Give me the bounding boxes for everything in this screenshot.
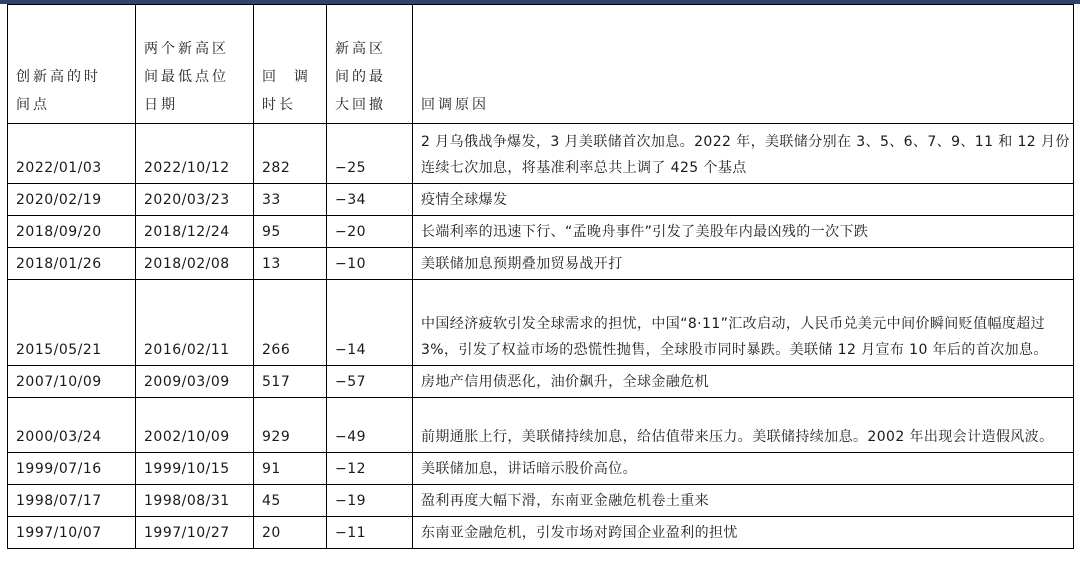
table-row [8, 398, 1074, 453]
cell-drawdown: −25 [327, 124, 413, 184]
cell-high-date: 1999/07/16 [8, 453, 136, 485]
cell-duration: 266 [254, 280, 327, 366]
cell-drawdown: −49 [327, 398, 413, 453]
cell-high-date: 2015/05/21 [8, 280, 136, 366]
header-low-date: 两个新高区 间最低点位 日期 [136, 5, 254, 124]
table-row [8, 124, 1074, 184]
cell-drawdown: −57 [327, 366, 413, 398]
cell-duration: 929 [254, 398, 327, 453]
cell-high-date: 2018/09/20 [8, 216, 136, 248]
table-row [8, 485, 1074, 517]
cell-high-date: 2020/02/19 [8, 184, 136, 216]
header-reason: 回调原因 [413, 5, 1074, 124]
cell-reason: 美联储加息，讲话暗示股价高位。 [413, 453, 1074, 485]
cell-low-date: 2020/03/23 [136, 184, 254, 216]
cell-high-date: 2018/01/26 [8, 248, 136, 280]
cell-low-date: 1997/10/27 [136, 517, 254, 549]
header-drawdown: 新高区 间的最 大回撤 [327, 5, 413, 124]
cell-duration: 20 [254, 517, 327, 549]
table-row [8, 517, 1074, 549]
table-row [8, 366, 1074, 398]
cell-high-date: 2000/03/24 [8, 398, 136, 453]
table-row [8, 453, 1074, 485]
cell-duration: 95 [254, 216, 327, 248]
cell-duration: 517 [254, 366, 327, 398]
cell-drawdown: −10 [327, 248, 413, 280]
cell-reason: 盈利再度大幅下滑，东南亚金融危机卷土重来 [413, 485, 1074, 517]
drawdown-table [7, 4, 1074, 549]
cell-reason: 疫情全球爆发 [413, 184, 1074, 216]
cell-drawdown: −12 [327, 453, 413, 485]
cell-low-date: 2009/03/09 [136, 366, 254, 398]
cell-low-date: 2002/10/09 [136, 398, 254, 453]
cell-low-date: 1998/08/31 [136, 485, 254, 517]
header-high-date: 创新高的时 间点 [8, 5, 136, 124]
cell-duration: 91 [254, 453, 327, 485]
cell-drawdown: −19 [327, 485, 413, 517]
table-row [8, 216, 1074, 248]
cell-reason: 房地产信用债恶化，油价飙升，全球金融危机 [413, 366, 1074, 398]
table-row [8, 184, 1074, 216]
cell-duration: 33 [254, 184, 327, 216]
cell-low-date: 1999/10/15 [136, 453, 254, 485]
cell-drawdown: −11 [327, 517, 413, 549]
cell-reason: 前期通胀上行，美联储持续加息，给估值带来压力。美联储持续加息。2002 年出现会计造假风波。 [413, 398, 1074, 453]
cell-high-date: 2007/10/09 [8, 366, 136, 398]
header-duration: 回 调 时长 [254, 5, 327, 124]
cell-low-date: 2018/12/24 [136, 216, 254, 248]
cell-low-date: 2022/10/12 [136, 124, 254, 184]
cell-reason: 长端利率的迅速下行、“孟晚舟事件”引发了美股年内最凶残的一次下跌 [413, 216, 1074, 248]
cell-drawdown: −20 [327, 216, 413, 248]
cell-reason: 东南亚金融危机，引发市场对跨国企业盈利的担忧 [413, 517, 1074, 549]
cell-reason: 中国经济疲软引发全球需求的担忧，中国“8·11”汇改启动，人民币兑美元中间价瞬间贬值幅度超过 3%，引发了权益市场的恐慌性抛售，全球股市同时暴跌。美联储 12 月宣布 10 年后的首次加息。 [413, 280, 1074, 366]
table-header-row [8, 5, 1074, 124]
table-row [8, 280, 1074, 366]
cell-high-date: 1997/10/07 [8, 517, 136, 549]
cell-low-date: 2016/02/11 [136, 280, 254, 366]
cell-reason: 美联储加息预期叠加贸易战开打 [413, 248, 1074, 280]
table-row [8, 248, 1074, 280]
cell-duration: 13 [254, 248, 327, 280]
cell-drawdown: −14 [327, 280, 413, 366]
cell-reason: 2 月乌俄战争爆发，3 月美联储首次加息。2022 年，美联储分别在 3、5、6、7、9、11 和 12 月份连续七次加息，将基准利率总共上调了 425 个基点 [413, 124, 1074, 184]
cell-high-date: 1998/07/17 [8, 485, 136, 517]
cell-duration: 282 [254, 124, 327, 184]
cell-drawdown: −34 [327, 184, 413, 216]
cell-high-date: 2022/01/03 [8, 124, 136, 184]
cell-duration: 45 [254, 485, 327, 517]
cell-low-date: 2018/02/08 [136, 248, 254, 280]
